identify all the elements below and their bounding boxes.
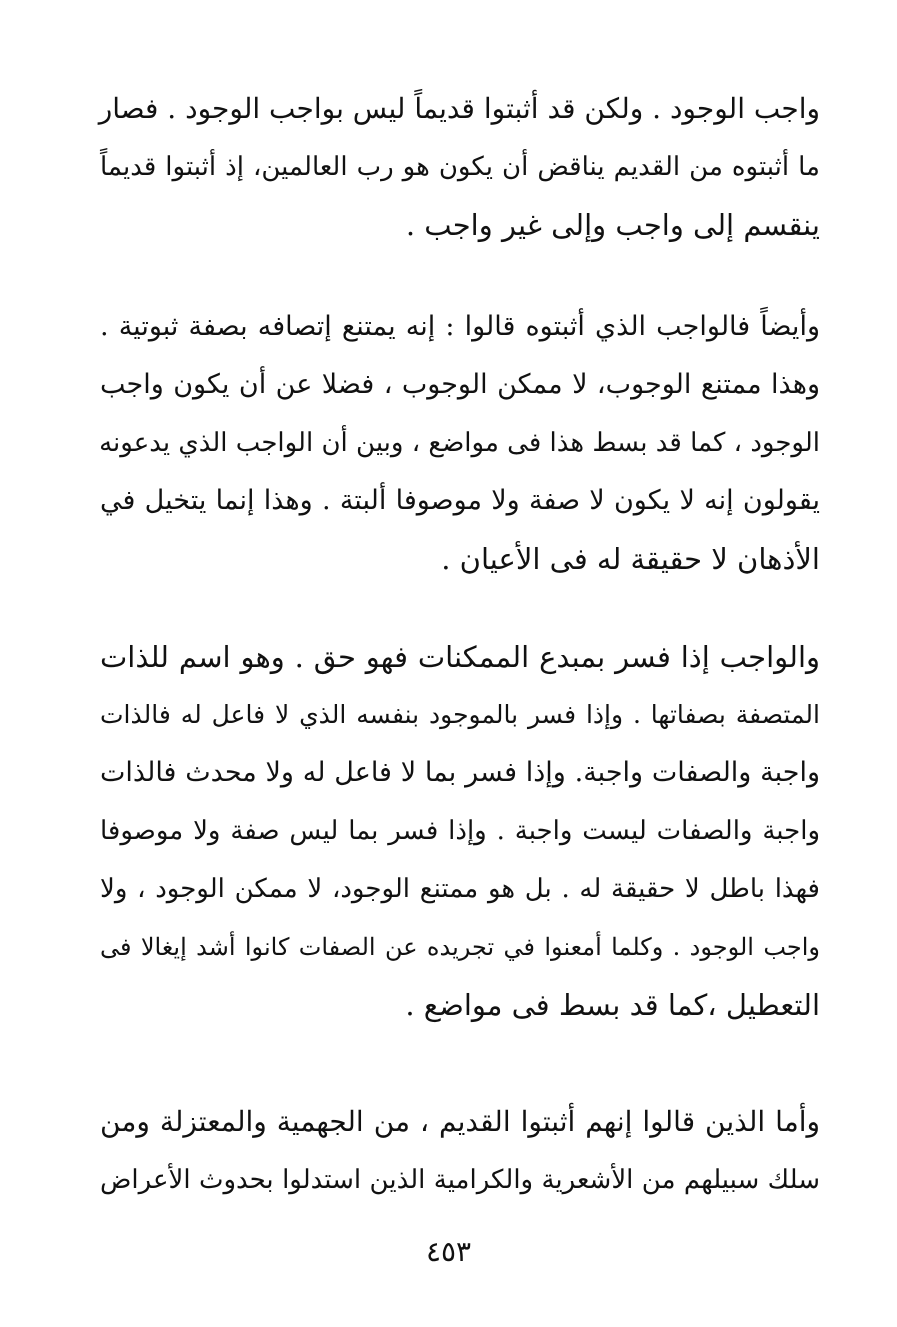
paragraph-4	[100, 1093, 820, 1209]
text-line: الوجود ، كما قد بسط هذا فى مواضع ، وبين أن الواجب الذي يدعونه	[99, 428, 820, 458]
text-line: واجبة والصفات واجبة. وإذا فسر بما لا فاعل له ولا محدث فالذات	[100, 757, 820, 788]
text-line: ما أثبتوه من القديم يناقض أن يكون هو رب العالمين، إذ أثبتوا قديماً	[100, 152, 820, 182]
text-line: والواجب إذا فسر بمبدع الممكنات فهو حق . وهو اسم للذات	[100, 640, 820, 674]
text-line: وأما الذين قالوا إنهم أثبتوا القديم ، من الجهمية والمعتزلة ومن	[100, 1105, 820, 1138]
text-line: يقولون إنه لا يكون لا صفة ولا موصوفا ألبتة . وهذا إنما يتخيل في	[100, 485, 820, 516]
text-line: واجب الوجود . وكلما أمعنوا في تجريده عن الصفات كانوا أشد إيغالا فى	[100, 933, 820, 961]
paragraph-2	[100, 298, 820, 588]
paragraph-3	[100, 628, 820, 1034]
text-line: وهذا ممتنع الوجوب، لا ممكن الوجوب ، فضلا عن أن يكون واجب	[100, 369, 820, 400]
paragraph-1	[100, 80, 820, 254]
text-line: ينقسم إلى واجب وإلى غير واجب .	[405, 208, 820, 242]
text-line: المتصفة بصفاتها . وإذا فسر بالموجود بنفسه الذي لا فاعل له فالذات	[100, 700, 820, 729]
text-line: سلك سبيلهم من الأشعرية والكرامية الذين استدلوا بحدوث الأعراض	[100, 1165, 820, 1195]
text-line: التعطيل ،كما قد بسط فى مواضع .	[405, 988, 820, 1022]
text-line: الأذهان لا حقيقة له فى الأعيان .	[441, 542, 820, 576]
text-line: واجبة والصفات ليست واجبة . وإذا فسر بما ليس صفة ولا موصوفا	[100, 816, 820, 846]
text-line: فهذا باطل لا حقيقة له . بل هو ممتنع الوجود، لا ممكن الوجود ، ولا	[100, 874, 820, 904]
text-line: واجب الوجود . ولكن قد أثبتوا قديماً ليس بواجب الوجود . فصار	[98, 92, 820, 125]
text-line: وأيضاً فالواجب الذي أثبتوه قالوا : إنه يمتنع إتصافه بصفة ثبوتية .	[100, 311, 820, 342]
page-number: ٤٥٣	[425, 1235, 472, 1268]
